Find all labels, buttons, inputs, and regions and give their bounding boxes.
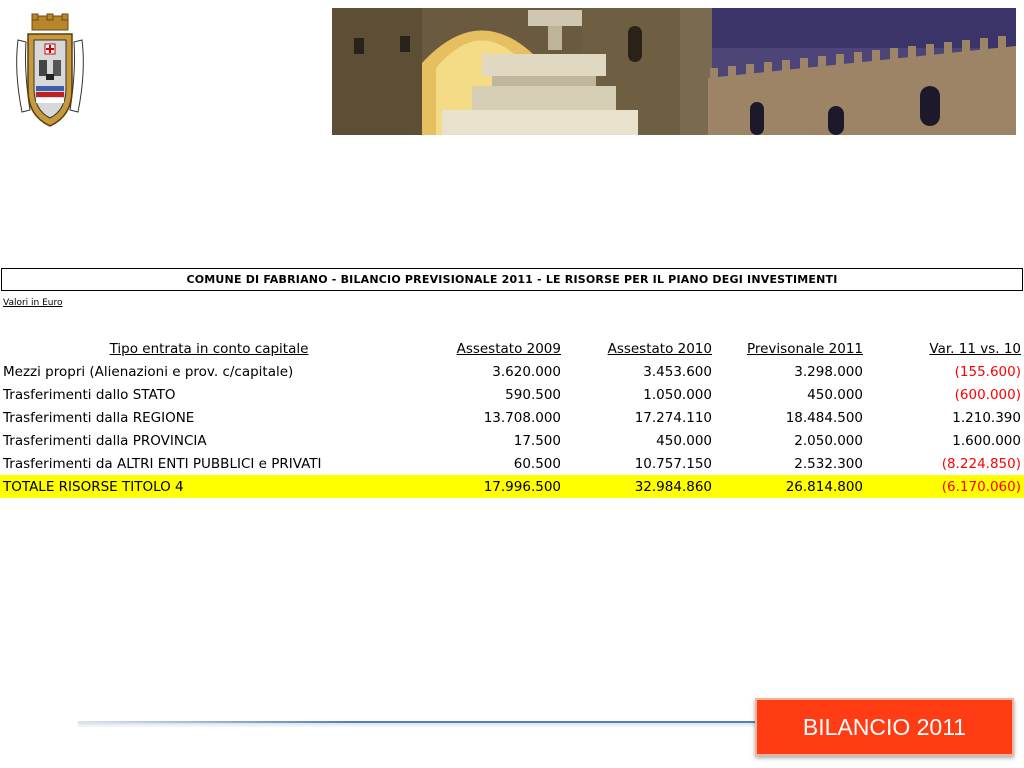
column-header: Tipo entrata in conto capitale (109, 340, 309, 357)
palace-photo (680, 8, 1016, 135)
cell-2010: 450.000 (656, 432, 712, 449)
total-2010: 32.984.860 (564, 475, 715, 498)
cell-2009: 60.500 (513, 455, 561, 472)
cell-2011: 18.484.500 (785, 409, 863, 426)
cell-2010: 3.453.600 (643, 363, 712, 380)
cell-variation: (155.600) (954, 363, 1021, 380)
column-header: Var. 11 vs. 10 (929, 340, 1021, 357)
cell-variation: 1.600.000 (952, 432, 1021, 449)
total-row (0, 475, 1024, 498)
investment-resources-table (0, 337, 1024, 498)
table-row (0, 383, 1024, 406)
row-label: Mezzi propri (Alienazioni e prov. c/capitale) (3, 363, 294, 380)
cell-2011: 2.532.300 (794, 455, 863, 472)
total-label: TOTALE RISORSE TITOLO 4 (0, 475, 418, 498)
cell-2011: 450.000 (807, 386, 863, 403)
table-row (0, 429, 1024, 452)
total-2009: 17.996.500 (418, 475, 564, 498)
bilancio-badge (755, 698, 1014, 756)
total-variation: (6.170.060) (866, 475, 1024, 498)
cell-2010: 1.050.000 (643, 386, 712, 403)
cell-variation: (600.000) (954, 386, 1021, 403)
coat-of-arms-icon (12, 12, 88, 132)
cell-variation: 1.210.390 (952, 409, 1021, 426)
fountain-photo (332, 8, 680, 135)
page-title: COMUNE DI FABRIANO - BILANCIO PREVISIONALE 2011 - LE RISORSE PER IL PIANO DEGI INVESTIMENTI (1, 268, 1023, 291)
cell-2009: 590.500 (505, 386, 561, 403)
table-header-row (0, 337, 1024, 360)
column-header: Assestato 2009 (456, 340, 561, 357)
header-photo (332, 8, 1016, 135)
row-label: Trasferimenti dallo STATO (3, 386, 176, 403)
table-row (0, 452, 1024, 475)
column-header: Previsonale 2011 (746, 340, 863, 357)
footer-divider-shadow (78, 723, 758, 728)
cell-2009: 17.500 (513, 432, 561, 449)
cell-2011: 2.050.000 (794, 432, 863, 449)
cell-2010: 10.757.150 (634, 455, 712, 472)
badge-label: BILANCIO 2011 (802, 713, 967, 740)
units-note: Valori in Euro (3, 298, 63, 308)
row-label: Trasferimenti da ALTRI ENTI PUBBLICI e PRIVATI (3, 455, 322, 472)
row-label: Trasferimenti dalla REGIONE (3, 409, 195, 426)
cell-variation: (8.224.850) (941, 455, 1021, 472)
cell-2010: 17.274.110 (634, 409, 712, 426)
table-row (0, 360, 1024, 383)
table-row (0, 406, 1024, 429)
row-label: Trasferimenti dalla PROVINCIA (3, 432, 207, 449)
cell-2011: 3.298.000 (794, 363, 863, 380)
cell-2009: 3.620.000 (492, 363, 561, 380)
column-header: Assestato 2010 (607, 340, 712, 357)
total-2011: 26.814.800 (715, 475, 866, 498)
cell-2009: 13.708.000 (483, 409, 561, 426)
